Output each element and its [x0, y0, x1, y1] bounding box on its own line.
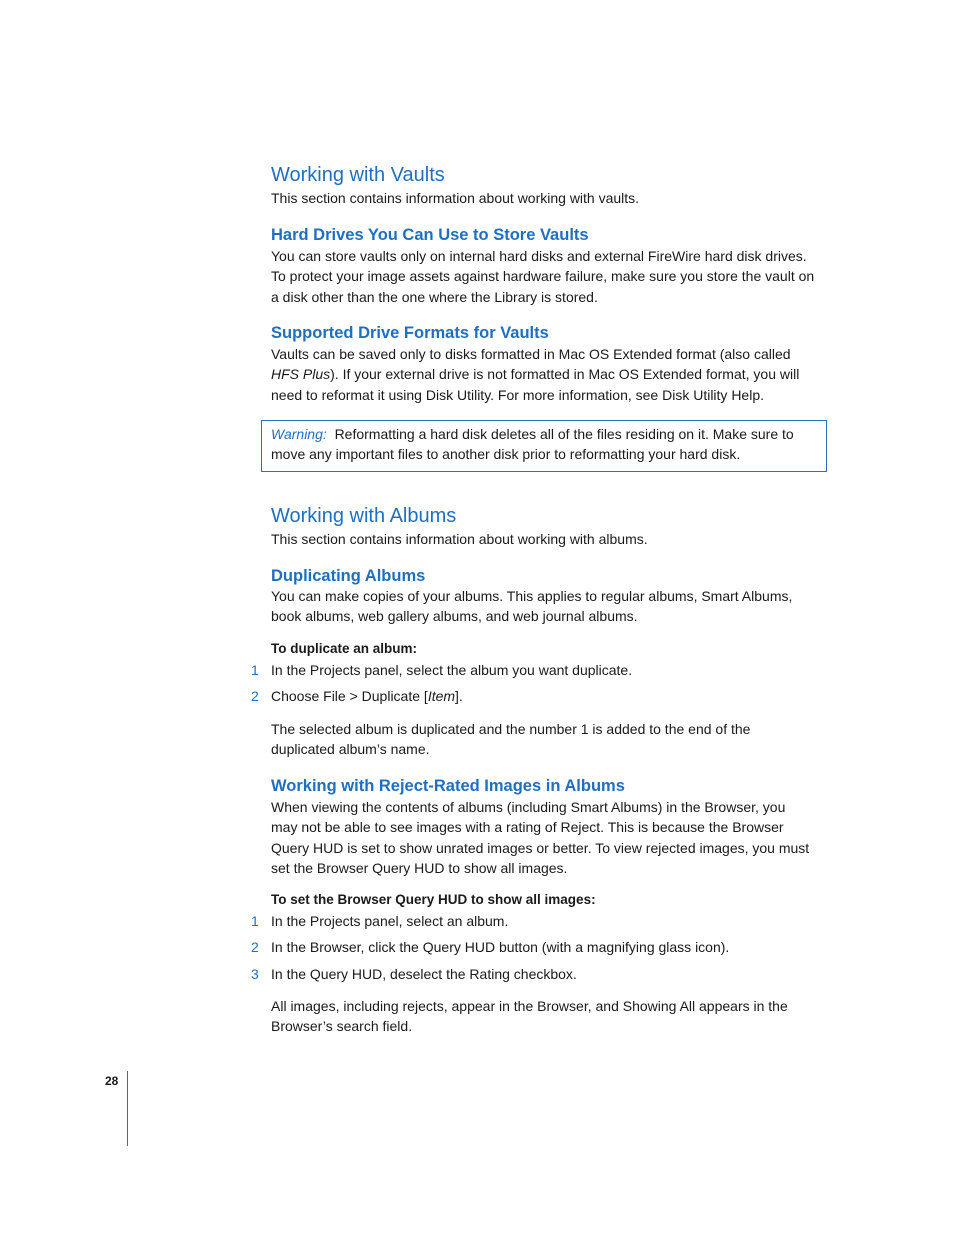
- query-hud-procedure-lead: To set the Browser Query HUD to show all images:: [271, 892, 596, 907]
- paragraph-line: Browser’s search field.: [271, 1018, 413, 1035]
- step-text: In the Projects panel, select an album.: [271, 913, 509, 929]
- vaults-intro-text: This section contains information about working with vaults.: [271, 190, 640, 206]
- step-number: 2: [251, 688, 259, 704]
- paragraph-line: You can make copies of your albums. This applies to regular albums, Smart Albums,: [271, 588, 793, 604]
- footer-rule: [127, 1071, 128, 1146]
- albums-intro: [271, 529, 831, 549]
- paragraph-line-rest: ). If your external drive is not formatted in Mac OS Extended format, you will: [330, 366, 800, 383]
- hard-drives-paragraph: [271, 246, 831, 307]
- paragraph-line: The selected album is duplicated and the number 1 is added to the end of the: [271, 721, 751, 737]
- paragraph-line: All images, including rejects, appear in the Browser, and Showing All appears in the: [271, 998, 788, 1014]
- query-hud-result: [271, 996, 831, 1037]
- heading-working-with-albums: Working with Albums: [271, 505, 457, 527]
- albums-intro-text: This section contains information about working with albums.: [271, 531, 648, 547]
- warning-label: Warning:: [271, 426, 327, 442]
- paragraph-line: need to reformat it using Disk Utility. For more information, see Disk Utility Help.: [271, 386, 765, 403]
- formats-paragraph: [271, 344, 831, 405]
- paragraph-line: To protect your image assets against hardware failure, make sure you store the vault on: [271, 268, 815, 285]
- heading-reject-rated: Working with Reject-Rated Images in Albums: [271, 777, 625, 795]
- page-number: 28: [105, 1074, 119, 1088]
- step-number: 1: [251, 913, 259, 929]
- reject-paragraph: [271, 797, 831, 878]
- heading-duplicating-albums: Duplicating Albums: [271, 567, 426, 585]
- paragraph-line: Vaults can be saved only to disks formatted in Mac OS Extended format (also called: [271, 346, 791, 362]
- step-text: In the Browser, click the Query HUD button (with a magnifying glass icon).: [271, 939, 730, 955]
- paragraph-line: a disk other than the one where the Library is stored.: [271, 288, 598, 305]
- step-number: 2: [251, 939, 259, 955]
- paragraph-line: [271, 364, 831, 384]
- duplicating-paragraph: [271, 586, 831, 627]
- hfs-plus-term: HFS Plus: [271, 366, 331, 383]
- duplicate-result: [271, 719, 831, 760]
- duplicate-procedure-lead: To duplicate an album:: [271, 641, 418, 656]
- step-text-part: Choose File > Duplicate [: [271, 688, 428, 704]
- step-text: In the Query HUD, deselect the Rating checkbox.: [271, 966, 577, 982]
- step-text-part: ].: [455, 688, 463, 704]
- warning-line-1: Reformatting a hard disk deletes all of the files residing on it. Make sure to: [334, 426, 794, 442]
- step-number: 1: [251, 662, 259, 678]
- heading-hard-drives: Hard Drives You Can Use to Store Vaults: [271, 226, 589, 244]
- heading-supported-formats: Supported Drive Formats for Vaults: [271, 324, 549, 342]
- paragraph-line: Query HUD is set to show unrated images or better. To view rejected images, you must: [271, 839, 810, 856]
- vaults-intro: [271, 188, 831, 208]
- paragraph-line: may not be able to see images with a rating of Reject. This is because the Browser: [271, 819, 784, 836]
- warning-line-2: move any important files to another disk prior to reformatting your hard disk.: [271, 446, 741, 463]
- paragraph-line: When viewing the contents of albums (including Smart Albums) in the Browser, you: [271, 799, 786, 815]
- paragraph-line: duplicated album’s name.: [271, 741, 430, 758]
- step-text: [271, 686, 463, 706]
- warning-line: [271, 424, 831, 444]
- paragraph-line: book albums, web gallery albums, and web journal albums.: [271, 608, 638, 625]
- step-text: In the Projects panel, select the album you want duplicate.: [271, 662, 633, 678]
- heading-working-with-vaults: Working with Vaults: [271, 164, 445, 186]
- paragraph-line: You can store vaults only on internal hard disks and external FireWire hard disk drives.: [271, 248, 807, 264]
- warning-text: [271, 424, 831, 465]
- step-number: 3: [251, 966, 259, 982]
- paragraph-line: set the Browser Query HUD to show all images.: [271, 859, 568, 876]
- item-term: Item: [427, 688, 456, 704]
